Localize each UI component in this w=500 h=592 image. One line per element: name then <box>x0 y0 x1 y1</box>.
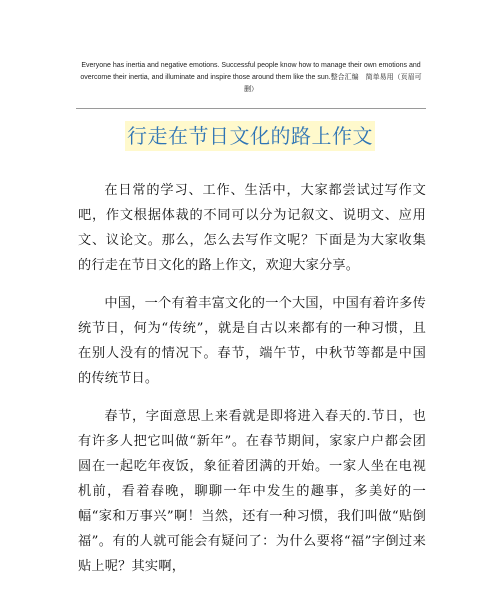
header-divider <box>76 108 426 109</box>
paragraph-intro: 在日常的学习、工作、生活中，大家都尝试过写作文吧，作文根据体裁的不同可以分为记叙文、说明文、应用文、议论文。那么，怎么去写作文呢？下面是为大家收集的行走在节日文化的路上作文，欢迎大家分享。 <box>78 183 426 273</box>
page-header: Everyone has inertia and negative emotions. Successful people know how to manage their own emotions and overcome their inertia, and illuminate and inspire those around them like the sun.整合汇编 简单易用（页眉可删） <box>80 62 422 93</box>
document-title: 行走在节日文化的路上作文 <box>125 121 375 151</box>
document-body <box>78 178 426 592</box>
paragraph-festivals: 中国，一个有着丰富文化的一个大国，中国有着许多传统节日，何为“传统”，就是自古以来都有的一种习惯，且在别人没有的情况下。春节，端午节，中秋节等都是中国的传统节日。 <box>78 296 426 386</box>
paragraph-spring-festival: 春节，字面意思上来看就是即将进入春天的.节日，也有许多人把它叫做“新年”。在春节期间，家家户户都会团圆在一起吃年夜饭，象征着团满的开始。一家人坐在电视机前，看着春晚，聊聊一年中发生的趣事，多美好的一幅“家和万事兴”啊！当然，还有一种习惯，我们叫做“贴倒福”。有的人就可能会有疑问了：为什么要将“福”字倒过来贴上呢？其实啊， <box>78 409 426 574</box>
document-title-block <box>0 121 500 151</box>
